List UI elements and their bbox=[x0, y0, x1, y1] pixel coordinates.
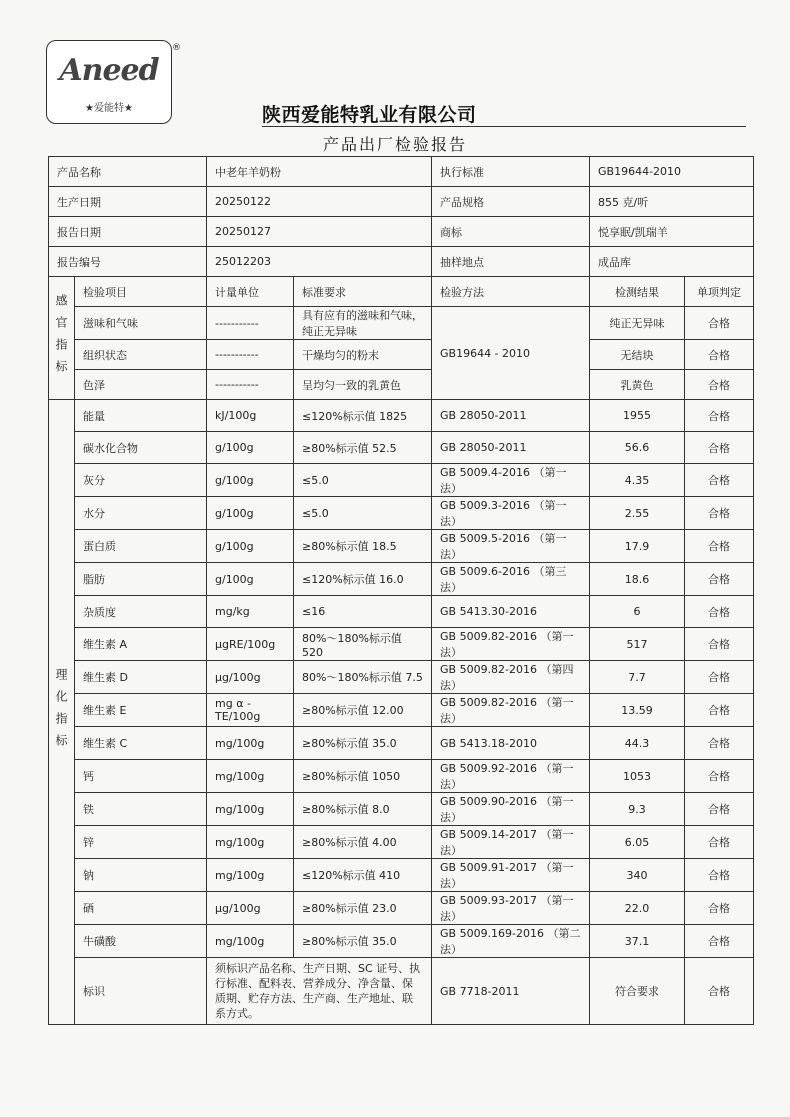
sensory-row bbox=[49, 340, 754, 370]
item-cell: 维生素 E bbox=[75, 694, 207, 727]
unit-cell: mg/100g bbox=[207, 793, 294, 826]
method-cell: GB 5009.82-2016 （第四法） bbox=[432, 661, 590, 694]
info-value: 20250122 bbox=[207, 187, 432, 217]
unit-cell: μg/100g bbox=[207, 892, 294, 925]
verdict-cell: 合格 bbox=[685, 661, 754, 694]
column-header: 检验项目 bbox=[75, 277, 207, 307]
physchem-row bbox=[49, 793, 754, 826]
requirement-cell: ≤120%标示值 410 bbox=[294, 859, 432, 892]
result-cell: 18.6 bbox=[590, 563, 685, 596]
verdict-cell: 合格 bbox=[685, 859, 754, 892]
requirement-cell: 呈均匀一致的乳黄色 bbox=[294, 370, 432, 400]
unit-cell: mg/100g bbox=[207, 727, 294, 760]
unit-cell: kJ/100g bbox=[207, 400, 294, 432]
column-header-row bbox=[49, 277, 754, 307]
requirement-cell: ≥80%标示值 52.5 bbox=[294, 432, 432, 464]
item-cell: 碳水化合物 bbox=[75, 432, 207, 464]
requirement-cell: ≥80%标示值 35.0 bbox=[294, 925, 432, 958]
item-cell: 维生素 A bbox=[75, 628, 207, 661]
verdict-cell: 合格 bbox=[685, 563, 754, 596]
info-row bbox=[49, 247, 754, 277]
verdict-cell: 合格 bbox=[685, 925, 754, 958]
group-label-physchem: 理化指标 bbox=[49, 400, 75, 1025]
info-value: 25012203 bbox=[207, 247, 432, 277]
method-cell: GB 5009.91-2017 （第一法） bbox=[432, 859, 590, 892]
verdict-cell: 合格 bbox=[685, 727, 754, 760]
unit-cell: mg/100g bbox=[207, 826, 294, 859]
info-label: 生产日期 bbox=[49, 187, 207, 217]
method-cell: GB 5009.92-2016 （第一法） bbox=[432, 760, 590, 793]
verdict-cell: 合格 bbox=[685, 628, 754, 661]
logo-brand: Aneed bbox=[59, 53, 159, 88]
verdict-cell: 合格 bbox=[685, 826, 754, 859]
method-cell: GB 5009.6-2016 （第三法） bbox=[432, 563, 590, 596]
method-cell: GB 5009.82-2016 （第一法） bbox=[432, 694, 590, 727]
info-value: GB19644-2010 bbox=[590, 157, 754, 187]
verdict-cell: 合格 bbox=[685, 432, 754, 464]
method-cell: GB 5009.82-2016 （第一法） bbox=[432, 628, 590, 661]
physchem-row bbox=[49, 400, 754, 432]
requirement-cell: 须标识产品名称、生产日期、SC 证号、执行标准、配料表、营养成分、净含量、保质期、贮存方法、生产商、生产地址、联系方式。 bbox=[207, 958, 432, 1025]
physchem-row bbox=[49, 760, 754, 793]
result-cell: 7.7 bbox=[590, 661, 685, 694]
physchem-row bbox=[49, 826, 754, 859]
info-row bbox=[49, 187, 754, 217]
column-header: 检验方法 bbox=[432, 277, 590, 307]
info-label: 报告日期 bbox=[49, 217, 207, 247]
result-cell: 6.05 bbox=[590, 826, 685, 859]
info-row bbox=[49, 157, 754, 187]
physchem-row bbox=[49, 497, 754, 530]
physchem-row bbox=[49, 694, 754, 727]
requirement-cell: 80%～180%标示值 520 bbox=[294, 628, 432, 661]
info-label: 商标 bbox=[432, 217, 590, 247]
verdict-cell: 合格 bbox=[685, 400, 754, 432]
method-cell: GB 5009.93-2017 （第一法） bbox=[432, 892, 590, 925]
requirement-cell: ≥80%标示值 1050 bbox=[294, 760, 432, 793]
result-cell: 1955 bbox=[590, 400, 685, 432]
requirement-cell: ≤120%标示值 16.0 bbox=[294, 563, 432, 596]
unit-cell: g/100g bbox=[207, 530, 294, 563]
result-cell: 符合要求 bbox=[590, 958, 685, 1025]
info-row bbox=[49, 217, 754, 247]
verdict-cell: 合格 bbox=[685, 793, 754, 826]
result-cell: 17.9 bbox=[590, 530, 685, 563]
logo-subtitle: ★爱能特★ bbox=[85, 103, 133, 114]
result-cell: 无结块 bbox=[590, 340, 685, 370]
method-cell: GB 5413.30-2016 bbox=[432, 596, 590, 628]
result-cell: 2.55 bbox=[590, 497, 685, 530]
sensory-row bbox=[49, 307, 754, 340]
physchem-row bbox=[49, 563, 754, 596]
physchem-row bbox=[49, 530, 754, 563]
result-cell: 13.59 bbox=[590, 694, 685, 727]
physchem-row bbox=[49, 661, 754, 694]
info-value: 悦享眠/凯瑞羊 bbox=[590, 217, 754, 247]
verdict-cell: 合格 bbox=[685, 464, 754, 497]
item-cell: 能量 bbox=[75, 400, 207, 432]
item-cell: 色泽 bbox=[75, 370, 207, 400]
verdict-cell: 合格 bbox=[685, 694, 754, 727]
item-cell: 铁 bbox=[75, 793, 207, 826]
item-cell: 滋味和气味 bbox=[75, 307, 207, 340]
requirement-cell: ≥80%标示值 4.00 bbox=[294, 826, 432, 859]
method-cell: GB 5413.18-2010 bbox=[432, 727, 590, 760]
method-cell: GB 5009.14-2017 （第一法） bbox=[432, 826, 590, 859]
unit-cell: ----------- bbox=[207, 340, 294, 370]
item-cell: 维生素 D bbox=[75, 661, 207, 694]
unit-cell: mg/100g bbox=[207, 760, 294, 793]
requirement-cell: ≥80%标示值 8.0 bbox=[294, 793, 432, 826]
unit-cell: g/100g bbox=[207, 497, 294, 530]
info-label: 产品名称 bbox=[49, 157, 207, 187]
item-cell: 钠 bbox=[75, 859, 207, 892]
verdict-cell: 合格 bbox=[685, 340, 754, 370]
requirement-cell: ≤16 bbox=[294, 596, 432, 628]
item-cell: 水分 bbox=[75, 497, 207, 530]
requirement-cell: 具有应有的滋味和气味，纯正无异味 bbox=[294, 307, 432, 340]
verdict-cell: 合格 bbox=[685, 307, 754, 340]
group-label-sensory: 感官指标 bbox=[49, 277, 75, 400]
verdict-cell: 合格 bbox=[685, 497, 754, 530]
unit-cell: mg/kg bbox=[207, 596, 294, 628]
unit-cell: ----------- bbox=[207, 370, 294, 400]
result-cell: 340 bbox=[590, 859, 685, 892]
item-cell: 钙 bbox=[75, 760, 207, 793]
method-cell: GB 28050-2011 bbox=[432, 400, 590, 432]
verdict-cell: 合格 bbox=[685, 596, 754, 628]
requirement-cell: ≤120%标示值 1825 bbox=[294, 400, 432, 432]
unit-cell: g/100g bbox=[207, 563, 294, 596]
result-cell: 乳黄色 bbox=[590, 370, 685, 400]
item-cell: 脂肪 bbox=[75, 563, 207, 596]
requirement-cell: 干燥均匀的粉末 bbox=[294, 340, 432, 370]
physchem-row bbox=[49, 925, 754, 958]
info-value: 20250127 bbox=[207, 217, 432, 247]
result-cell: 22.0 bbox=[590, 892, 685, 925]
item-cell: 组织状态 bbox=[75, 340, 207, 370]
result-cell: 4.35 bbox=[590, 464, 685, 497]
requirement-cell: ≥80%标示值 35.0 bbox=[294, 727, 432, 760]
physchem-row bbox=[49, 727, 754, 760]
info-label: 抽样地点 bbox=[432, 247, 590, 277]
unit-cell: mg/100g bbox=[207, 859, 294, 892]
registered-mark: ® bbox=[172, 43, 181, 53]
item-cell: 硒 bbox=[75, 892, 207, 925]
unit-cell: mg α -TE/100g bbox=[207, 694, 294, 727]
item-cell: 杂质度 bbox=[75, 596, 207, 628]
requirement-cell: ≥80%标示值 12.00 bbox=[294, 694, 432, 727]
item-cell: 锌 bbox=[75, 826, 207, 859]
method-cell: GB 5009.3-2016 （第一法） bbox=[432, 497, 590, 530]
column-header: 计量单位 bbox=[207, 277, 294, 307]
label-row bbox=[49, 958, 754, 1025]
physchem-row bbox=[49, 859, 754, 892]
info-label: 产品规格 bbox=[432, 187, 590, 217]
item-cell: 标识 bbox=[75, 958, 207, 1025]
method-cell: GB 5009.4-2016 （第一法） bbox=[432, 464, 590, 497]
item-cell: 维生素 C bbox=[75, 727, 207, 760]
result-cell: 37.1 bbox=[590, 925, 685, 958]
item-cell: 蛋白质 bbox=[75, 530, 207, 563]
physchem-row bbox=[49, 892, 754, 925]
unit-cell: μg/100g bbox=[207, 661, 294, 694]
method-cell: GB 28050-2011 bbox=[432, 432, 590, 464]
method-cell: GB 5009.90-2016 （第一法） bbox=[432, 793, 590, 826]
unit-cell: g/100g bbox=[207, 464, 294, 497]
physchem-row bbox=[49, 628, 754, 661]
column-header: 标准要求 bbox=[294, 277, 432, 307]
method-cell: GB19644 - 2010 bbox=[432, 307, 590, 400]
info-value: 成品库 bbox=[590, 247, 754, 277]
verdict-cell: 合格 bbox=[685, 958, 754, 1025]
column-header: 检测结果 bbox=[590, 277, 685, 307]
result-cell: 纯正无异味 bbox=[590, 307, 685, 340]
verdict-cell: 合格 bbox=[685, 760, 754, 793]
physchem-row bbox=[49, 464, 754, 497]
result-cell: 56.6 bbox=[590, 432, 685, 464]
column-header: 单项判定 bbox=[685, 277, 754, 307]
method-cell: GB 7718-2011 bbox=[432, 958, 590, 1025]
physchem-row bbox=[49, 432, 754, 464]
company-name: 陕西爱能特乳业有限公司 bbox=[262, 104, 477, 126]
inspection-table bbox=[48, 156, 754, 1025]
sensory-row bbox=[49, 370, 754, 400]
verdict-cell: 合格 bbox=[685, 530, 754, 563]
info-label: 报告编号 bbox=[49, 247, 207, 277]
result-cell: 6 bbox=[590, 596, 685, 628]
requirement-cell: ≤5.0 bbox=[294, 464, 432, 497]
unit-cell: g/100g bbox=[207, 432, 294, 464]
verdict-cell: 合格 bbox=[685, 892, 754, 925]
requirement-cell: ≥80%标示值 23.0 bbox=[294, 892, 432, 925]
info-value: 855 克/听 bbox=[590, 187, 754, 217]
item-cell: 灰分 bbox=[75, 464, 207, 497]
physchem-row bbox=[49, 596, 754, 628]
result-cell: 44.3 bbox=[590, 727, 685, 760]
unit-cell: μgRE/100g bbox=[207, 628, 294, 661]
verdict-cell: 合格 bbox=[685, 370, 754, 400]
unit-cell: ----------- bbox=[207, 307, 294, 340]
requirement-cell: ≤5.0 bbox=[294, 497, 432, 530]
requirement-cell: 80%～180%标示值 7.5 bbox=[294, 661, 432, 694]
method-cell: GB 5009.169-2016 （第二法） bbox=[432, 925, 590, 958]
item-cell: 牛磺酸 bbox=[75, 925, 207, 958]
info-value: 中老年羊奶粉 bbox=[207, 157, 432, 187]
result-cell: 9.3 bbox=[590, 793, 685, 826]
company-logo bbox=[46, 40, 181, 124]
method-cell: GB 5009.5-2016 （第一法） bbox=[432, 530, 590, 563]
result-cell: 1053 bbox=[590, 760, 685, 793]
result-cell: 517 bbox=[590, 628, 685, 661]
header-divider bbox=[262, 126, 746, 127]
info-label: 执行标准 bbox=[432, 157, 590, 187]
unit-cell: mg/100g bbox=[207, 925, 294, 958]
report-title: 产品出厂检验报告 bbox=[322, 135, 467, 154]
requirement-cell: ≥80%标示值 18.5 bbox=[294, 530, 432, 563]
